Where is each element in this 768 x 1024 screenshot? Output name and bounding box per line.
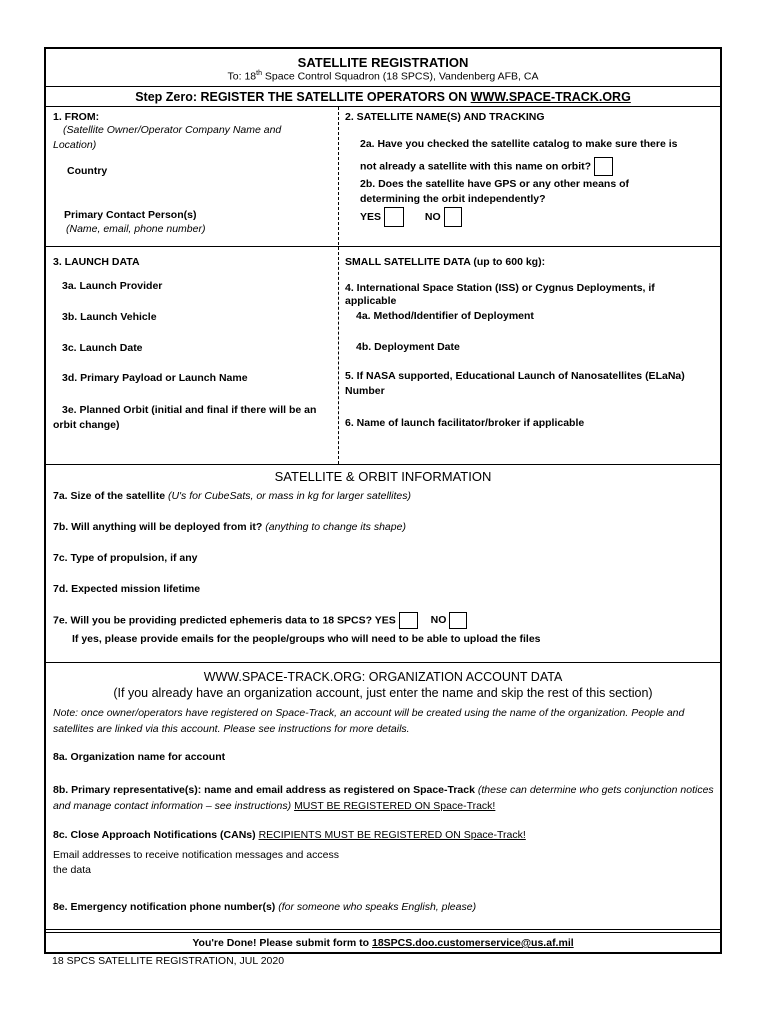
q7b xyxy=(53,521,406,533)
q2a-line1: 2a. Have you checked the satellite catalog to make sure there is xyxy=(360,138,678,150)
q7e-yes-checkbox[interactable] xyxy=(399,612,418,629)
q8b-must-register: MUST BE REGISTERED ON Space-Track! xyxy=(294,800,496,812)
satellite-names-label: 2. SATELLITE NAME(S) AND TRACKING xyxy=(345,111,545,123)
form-subtitle xyxy=(46,70,720,83)
primary-payload: 3d. Primary Payload or Launch Name xyxy=(62,372,248,384)
country-label: Country xyxy=(67,165,108,177)
q7e-no-checkbox[interactable] xyxy=(449,612,467,629)
divider xyxy=(46,106,720,107)
q8e-label: 8e. Emergency notification phone number(s) xyxy=(53,901,276,913)
q7e-yes-label: YES xyxy=(374,614,396,627)
q2b-no-checkbox[interactable] xyxy=(444,207,462,227)
subtitle-prefix: To: 18 xyxy=(227,70,257,83)
q7c: 7c. Type of propulsion, if any xyxy=(53,552,198,564)
q2a-line2: not already a satellite with this name on orbit? xyxy=(360,160,592,173)
divider xyxy=(46,86,720,87)
q7a-label: 7a. Size of the satellite xyxy=(53,490,166,502)
divider xyxy=(46,246,720,247)
small-sat-label: SMALL SATELLITE DATA (up to 600 kg): xyxy=(345,256,546,268)
q2a-checkbox[interactable] xyxy=(594,157,613,176)
elana-number: 5. If NASA supported, Educational Launch of Nanosatellites (ELaNa) Number xyxy=(345,370,685,397)
q8c-must-register: RECIPIENTS MUST BE REGISTERED ON Space-Track! xyxy=(258,829,526,841)
submit-email-link[interactable]: 18SPCS.doo.customerservice@us.af.mil xyxy=(372,937,574,949)
orbit-info-title: SATELLITE & ORBIT INFORMATION xyxy=(274,469,492,484)
q8c-label: 8c. Close Approach Notifications (CANs) xyxy=(53,829,256,841)
q7e-label: 7e. Will you be providing predicted ephemeris data to 18 SPCS? xyxy=(53,614,373,627)
q8c xyxy=(53,829,526,841)
contact-hint: (Name, email, phone number) xyxy=(66,223,206,235)
divider xyxy=(46,662,720,663)
q2b-no-label: NO xyxy=(424,210,441,223)
from-label: 1. FROM: xyxy=(53,111,100,123)
from-hint: (Satellite Owner/Operator Company Name and Location) xyxy=(53,124,282,151)
done-text: You're Done! Please submit form to xyxy=(192,937,372,949)
iss-deployment: 4. International Space Station (ISS) or Cygnus Deployments, if applicable xyxy=(345,282,655,307)
form-title: SATELLITE REGISTRATION xyxy=(297,55,469,70)
subtitle-text: Space Control Squadron (18 SPCS), Vandenberg AFB, CA xyxy=(261,70,539,83)
q8c-email-label: Email addresses to receive notification messages and access the data xyxy=(53,849,339,876)
form-identifier: 18 SPCS SATELLITE REGISTRATION, JUL 2020 xyxy=(52,955,285,967)
q8b-hint: (these can determine who gets conjunction notices and manage contact information – see instructions) xyxy=(53,784,714,812)
q8a: 8a. Organization name for account xyxy=(53,751,226,763)
q7b-label: 7b. Will anything will be deployed from it? xyxy=(53,521,263,533)
launch-date: 3c. Launch Date xyxy=(62,342,143,354)
divider xyxy=(46,929,720,930)
q2a xyxy=(360,157,613,176)
account-subtitle: (If you already have an organization account, just enter the name and skip the rest of this section) xyxy=(113,686,653,700)
deployment-date: 4b. Deployment Date xyxy=(356,341,460,353)
deployment-method: 4a. Method/Identifier of Deployment xyxy=(356,310,534,322)
q8b-label: 8b. Primary representative(s): name and email address as registered on Space-Track xyxy=(53,784,475,796)
account-title: WWW.SPACE-TRACK.ORG: ORGANIZATION ACCOUNT DATA xyxy=(203,670,563,684)
divider xyxy=(46,932,720,933)
planned-orbit: 3e. Planned Orbit (initial and final if there will be an orbit change) xyxy=(53,404,317,431)
q2b-options xyxy=(360,207,462,227)
space-track-link[interactable]: WWW.SPACE-TRACK.ORG xyxy=(470,90,631,104)
q7e-no-label: NO xyxy=(430,614,447,627)
registration-form xyxy=(44,47,722,954)
q8b xyxy=(53,782,719,814)
q2b-yes-checkbox[interactable] xyxy=(384,207,404,227)
q2b: 2b. Does the satellite have GPS or any other means of determining the orbit independently? xyxy=(360,178,630,205)
launch-vehicle: 3b. Launch Vehicle xyxy=(62,311,157,323)
q7a-hint: (U's for CubeSats, or mass in kg for larger satellites) xyxy=(165,490,411,502)
column-divider xyxy=(338,107,339,245)
step-zero xyxy=(46,90,720,104)
q7e-followup: If yes, please provide emails for the people/groups who will need to be able to upload the files xyxy=(72,633,541,645)
step-zero-text: Step Zero: REGISTER THE SATELLITE OPERATORS ON xyxy=(135,90,471,104)
q7d: 7d. Expected mission lifetime xyxy=(53,583,201,595)
launch-provider: 3a. Launch Provider xyxy=(62,280,163,292)
launch-label: 3. LAUNCH DATA xyxy=(53,256,140,268)
q7a xyxy=(53,490,411,502)
divider xyxy=(46,464,720,465)
q8e xyxy=(53,901,476,913)
contact-label: Primary Contact Person(s) xyxy=(64,209,197,221)
q7b-hint: (anything to change its shape) xyxy=(262,521,406,533)
subtitle-sup: th xyxy=(256,70,262,77)
q7e xyxy=(53,612,467,629)
q8e-hint: (for someone who speaks English, please) xyxy=(275,901,477,913)
account-note: Note: once owner/operators have registered on Space-Track, an account will be created using the name of the organization. People and satellites are linked via this account. Please see instructions for more details. xyxy=(53,707,685,735)
q2b-yes-label: YES xyxy=(360,210,382,223)
column-divider xyxy=(338,247,339,464)
launch-broker: 6. Name of launch facilitator/broker if applicable xyxy=(345,417,585,429)
submit-instructions xyxy=(46,937,720,949)
